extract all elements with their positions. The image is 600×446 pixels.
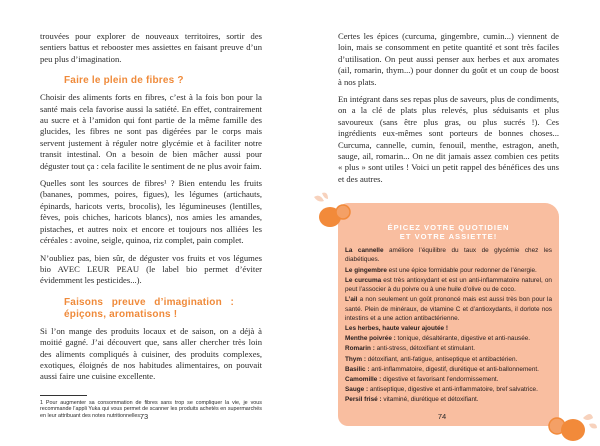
- spice-item: [345, 295, 552, 323]
- spice-term: La cannelle: [345, 247, 384, 255]
- spice-item: [345, 276, 552, 294]
- page-number: 73: [139, 412, 149, 421]
- spice-term: Les herbes, haute valeur ajoutée !: [345, 324, 448, 332]
- spice-description: digestive et favorisant l’endormissement.: [381, 375, 499, 383]
- spice-description: détoxifiant, anti-fatigue, antiseptique et antibactérien.: [365, 355, 518, 363]
- spice-description: améliore l’équilibre du taux de glycémie chez les diabétiques.: [345, 247, 553, 264]
- spice-term: Camomille :: [345, 375, 382, 383]
- footnote: 1 Pour augmenter sa consommation de fibres sans trop se compliquer la vie, je vous recommande l’appli Yuka qui vous permet de scanner les produits achetés en supermarchés en leur attribuant des notes nutritionnelles.: [40, 399, 262, 419]
- spice-description: tonique, désaltérante, digestive et anti-nausée.: [395, 335, 531, 343]
- spice-term: Le curcuma: [345, 276, 382, 284]
- page-73: [0, 0, 300, 441]
- spice-description: anti-inflammatoire, digestif, diurétique et anti-ballonnement.: [369, 365, 539, 373]
- box-title-line: ÉPICEZ VOTRE QUOTIDIEN: [387, 223, 510, 233]
- footnote-rule: [40, 395, 87, 396]
- spice-item: [345, 334, 552, 343]
- spice-description: est très antioxydant et est un anti-inflammatoire naturel, on peut l’associer à du poivre ou à une huile d’olive ou de coco.: [345, 276, 552, 294]
- left-text-column: [40, 31, 262, 389]
- heading-imagination: Faisons preuve d’imagination : épiçons, aromatisons !: [64, 296, 234, 320]
- spice-term: L’ail: [345, 296, 358, 304]
- box-title-line: ET VOTRE ASSIETTE!: [399, 232, 498, 242]
- spice-term: Romarin :: [345, 345, 375, 353]
- heading-fibres: Faire le plein de fibres ?: [64, 75, 184, 87]
- spice-item: [345, 365, 552, 374]
- page-number: 74: [437, 412, 447, 421]
- paragraph: Choisir des aliments forts en fibres, c’est à la fois bon pour la santé mais cela favorise aussi la satiété. En effet, contrairement au sucre et à l’amidon qui font partie de la même famille des glucides, les fibres ne sont pas digérées par le corps mais servent justement à réguler notre glycémie et à faciliter notre transit intestinal. On a besoin de bien mâcher aussi pour déguster tout ça : cela facilite le sentiment de ne plus avoir faim.: [40, 92, 262, 171]
- intro-paragraph: trouvées pour explorer de nouveaux territoires, sortir des sentiers battus et rebooster mes assiettes en faisant preuve d’un peu plus d’imagination.: [40, 31, 262, 64]
- spice-item: [345, 355, 552, 364]
- page-74: [300, 0, 600, 441]
- right-page-body: [338, 31, 559, 426]
- spice-item: [345, 324, 552, 333]
- paragraph: N’oubliez pas, bien sûr, de déguster vos fruits et vos légumes bio AVEC LEUR PEAU (le label bio permet d’éviter évidemment les pesticides...).: [40, 252, 262, 286]
- spice-description: anti-stress, détoxifiant et stimulant.: [374, 345, 475, 353]
- box-title: [345, 223, 552, 241]
- paragraph: Quelles sont les sources de fibres¹ ? Bien entendu les fruits (bananes, pommes, poires, figues), les légumes (artichauts, épinards, haricots verts, brocolis), les légumineuses (lentilles, fèves, pois chiches, haricots blancs), nos amies les amandes, pistaches, et autres noix et encore et toujours nos alliées les céréales : avoine, seigle, quinoa, riz complet, pain complet.: [40, 178, 262, 246]
- spice-item: [345, 385, 552, 394]
- spice-description: a non seulement un goût prononcé mais est aussi très bon pour la santé. Plein de minéraux, de vitamine C et d’antioxydants, il dorlote nos intestins et a une action antibactérienne.: [345, 296, 552, 322]
- right-text-column: [338, 31, 559, 191]
- spice-item: [345, 344, 552, 353]
- paragraph: En intégrant dans ses repas plus de saveurs, plus de condiments, on a la clé de plats plus relevés, plus séduisants et plus savoureux (sans être plus gras, ou plus sucrés !). Ces ingrédients eux-mêmes sont porteurs de bonnes choses... Curcuma, cannelle, cumin, fenouil, menthe, estragon, aneth, sauge, ail, romarin... On ne dit jamais assez combien ces petits « plus » sont utiles ! Voici un petit rappel des bénéfices des uns et des autres.: [338, 94, 559, 184]
- spice-term: Menthe poivrée :: [345, 335, 396, 343]
- spice-term: Sauge :: [345, 386, 369, 394]
- spice-term: Le gingembre: [345, 266, 387, 274]
- spice-term: Persil frisé :: [345, 396, 382, 404]
- spice-description: est une épice formidable pour redonner de l’énergie.: [386, 266, 537, 274]
- paragraph: Si l’on mange des produits locaux et de saison, on a déjà à moitié gagné. J’ai découvert que, sans aller chercher très loin des aliments compliqués à cuisiner, des produits complexes, exotiques, éloignés de nos habitudes alimentaires, on pouvait aussi faire une cuisine excellente.: [40, 325, 262, 382]
- spice-description: vitaminé, diurétique et détoxifiant.: [381, 396, 479, 404]
- spice-term: Basilic :: [345, 365, 370, 373]
- spice-item: [345, 375, 552, 384]
- spice-item: [345, 266, 552, 275]
- spice-term: Thym :: [345, 355, 366, 363]
- paragraph: Certes les épices (curcuma, gingembre, cumin...) viennent de loin, mais se consomment en petite quantité et sont très faciles d’utilisation. On peut aussi penser aux herbes et aux aromates (ail, romarin, thym...) pour donner du goût et un coup de boost à nos plats.: [338, 31, 559, 87]
- spice-item: [345, 246, 552, 264]
- spice-item: [345, 395, 552, 404]
- spice-description: antiseptique, digestive et anti-inflammatoire, bref salvatrice.: [368, 386, 538, 394]
- citrus-top-icon: [308, 191, 352, 229]
- spice-sidebar-box: [338, 203, 559, 425]
